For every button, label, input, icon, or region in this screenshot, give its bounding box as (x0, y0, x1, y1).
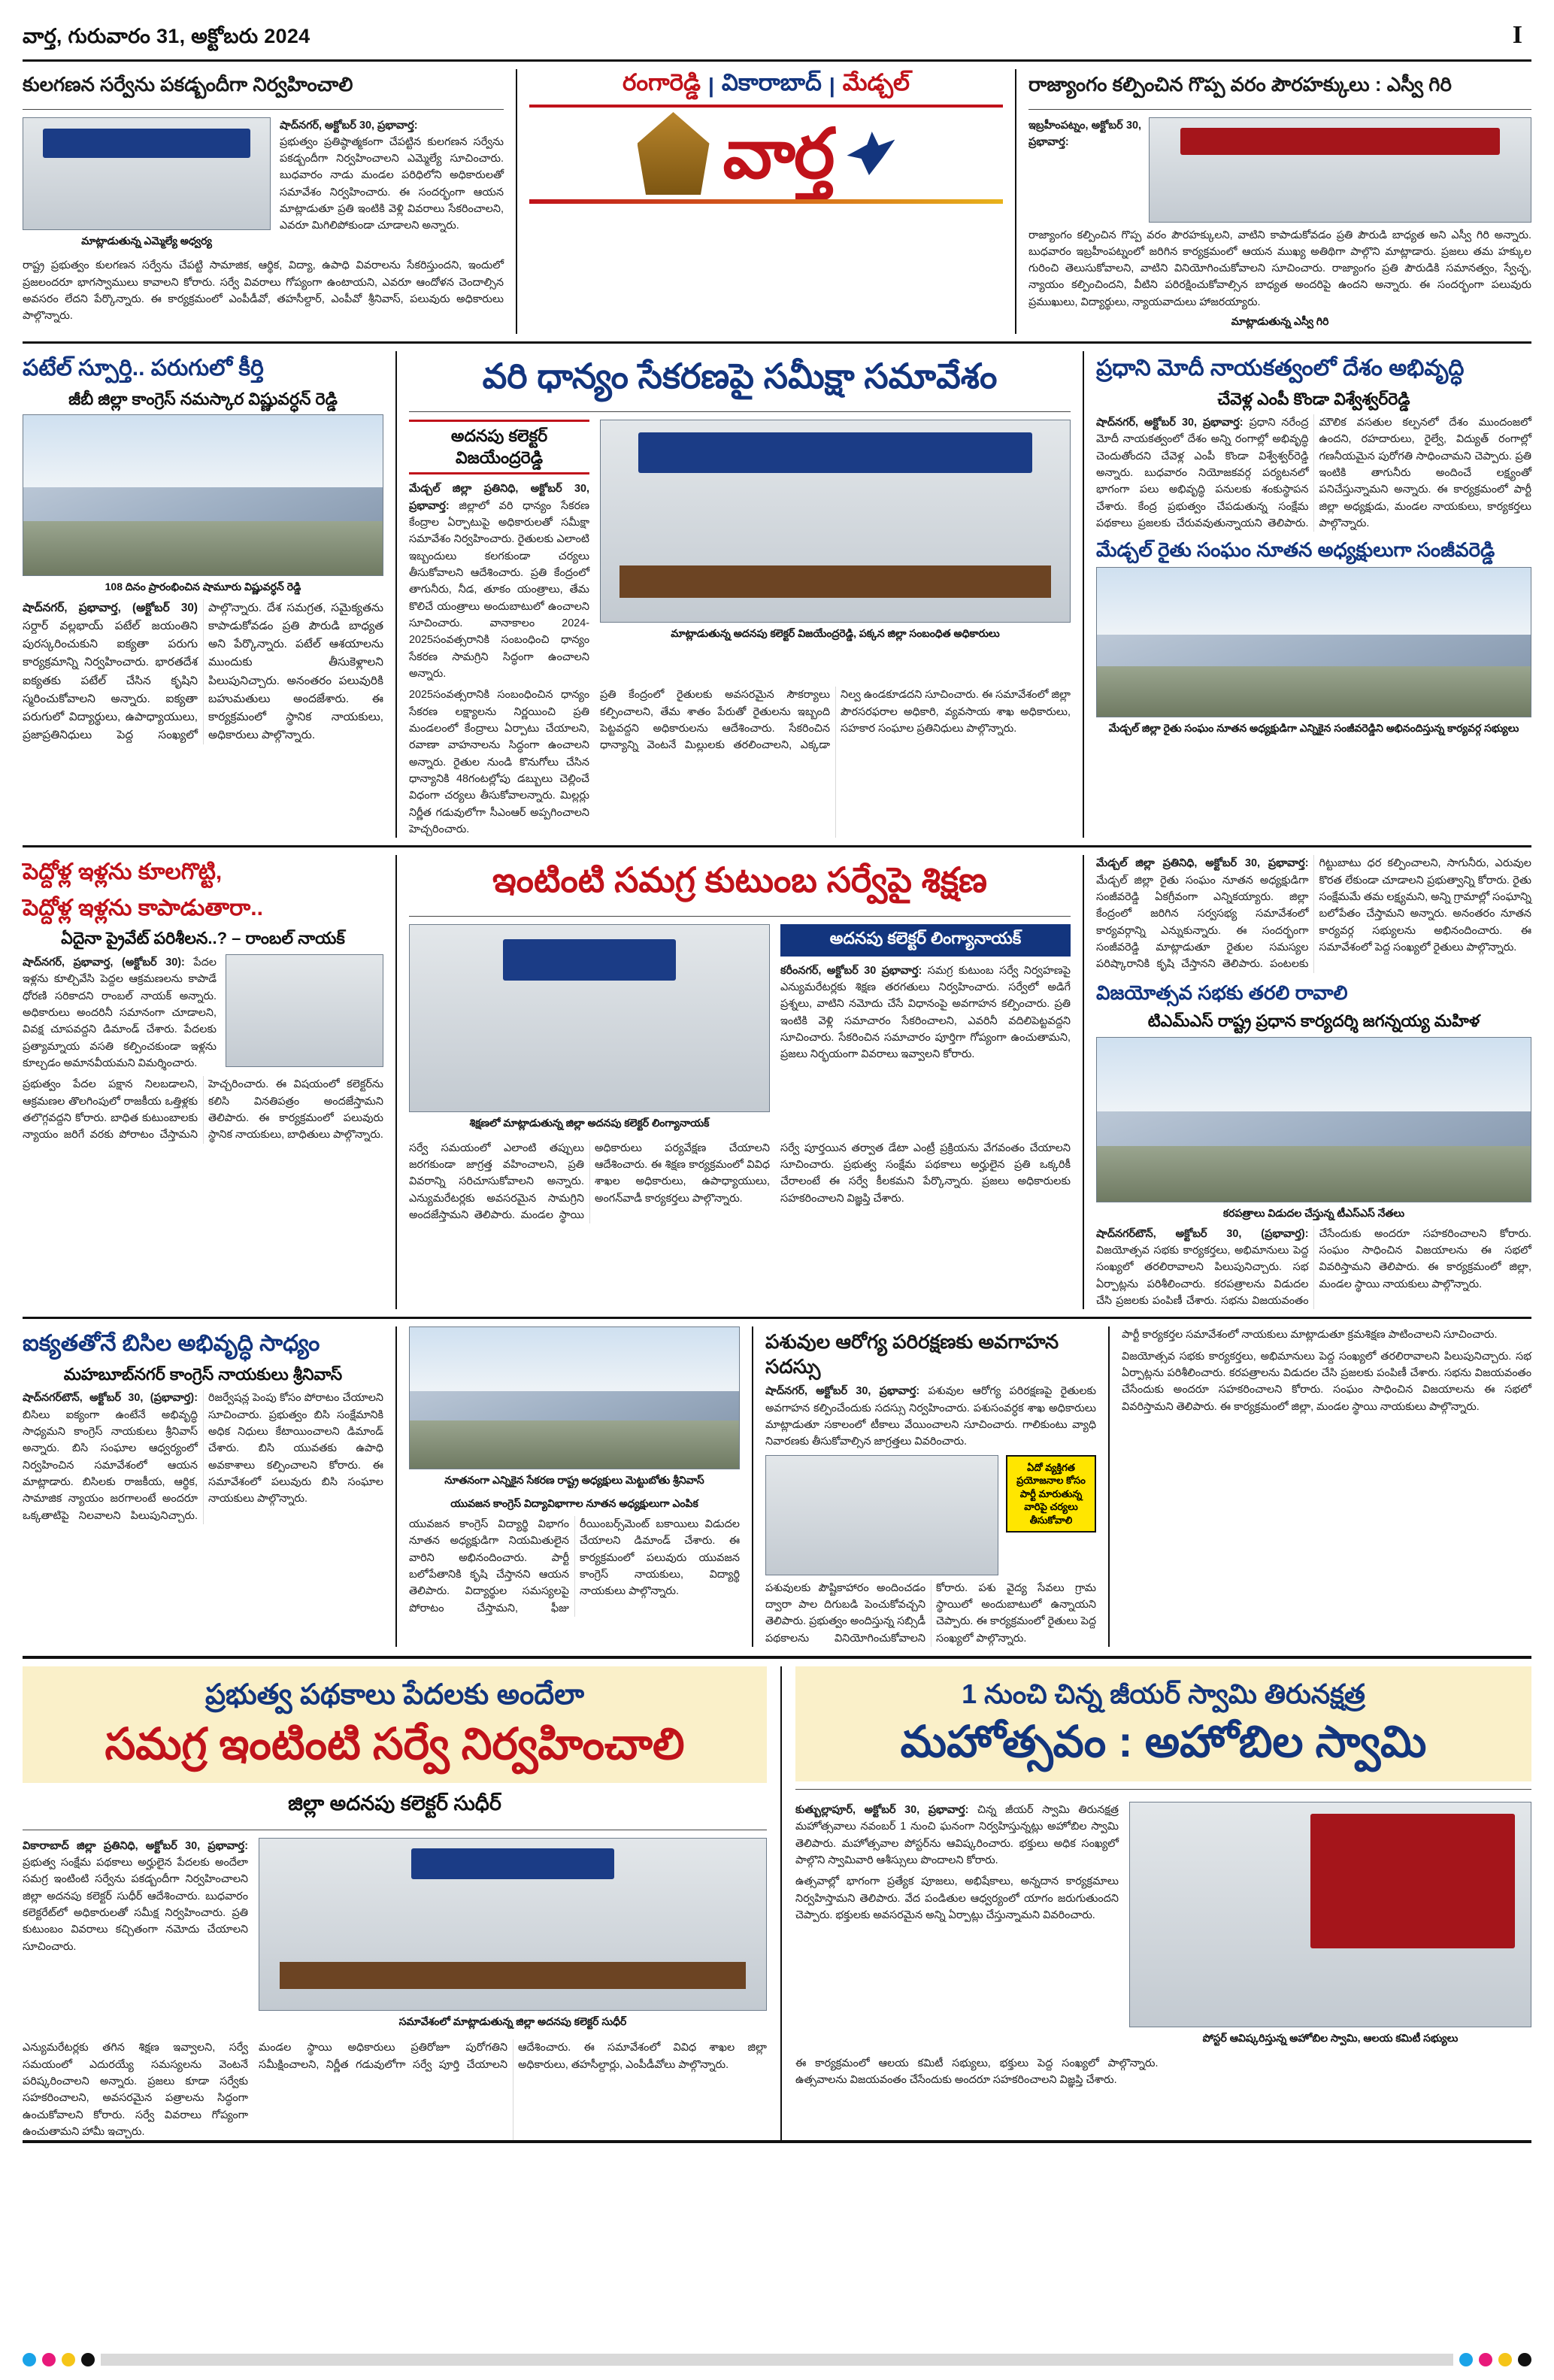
edition-name-3: మేడ్చల్ (842, 69, 910, 96)
reg-dot-yellow-right (1498, 2353, 1512, 2366)
vijayotsava-subheadline: టిఎమ్ఎస్ రాష్ట్ర ప్రధాన కార్యదర్శి జగన్నయ్య మహిళ (1147, 1011, 1480, 1031)
photo-felicitation (409, 1326, 740, 1469)
article-patel-run (23, 351, 383, 838)
youth-body: యువజన కాంగ్రెస్ విద్యార్థి విభాగం నూతన అధ్యక్షుడిగా నియమితులైన వారిని అభినందించారు. పార్టీ బలోపేతానికి కృషి చేస్తానని ఆయన తెలిపారు. విద్యార్థుల సమస్యలపై పోరాటం చేస్తామని, ఫీజు రీయింబర్స్‌మెంట్ బకాయిలు విడుదల చేయాలని డిమాండ్ చేశారు. ఈ కార్యక్రమంలో పలువురు యువజన కాంగ్రెస్ నాయకులు, విద్యార్థి నాయకులు పాల్గొన్నారు. (409, 1518, 740, 1614)
article-citizen-rights (1028, 69, 1531, 334)
photo-caption: శిక్షణలో మాట్లాడుతున్న జిల్లా అదనపు కలెక్టర్ లింగ్యానాయక్ (469, 1116, 710, 1129)
subheadline: మహబూబ్‌నగర్ కాంగ్రెస్ నాయకులు శ్రీనివాస్ (63, 1364, 343, 1384)
article-body-1: షాద్‌నగర్, అక్టోబర్ 30, ప్రభావార్త: పశువుల ఆరోగ్య పరిరక్షణపై రైతులకు అవగాహన కల్పించేందుకు సదస్సు నిర్వహించారు. పశుసంవర్ధక శాఖ అధికారులు మాట్లాడుతూ సకాలంలో టీకాలు వేయించాలని సూచించారు. గాలికుంటు వ్యాధి నివారణకు తీసుకోవాల్సిన జాగ్రత్తలు వివరించారు. (765, 1385, 1097, 1448)
subheadline: చేవెళ్ల ఎంపీ కొండా విశ్వేశ్వర్‌రెడ్డి (1217, 389, 1410, 408)
photo-caption: సమావేశంలో మాట్లాడుతున్న జిల్లా అదనపు కలెక్టర్ సుధీర్ (398, 2015, 627, 2027)
article-body-1: ప్రభుత్వం ప్రతిష్ఠాత్మకంగా చేపట్టిన కులగణన సర్వేను పకడ్బందీగా నిర్వహించాలని ఎమ్మెల్యే సూచించారు. బుధవారం నాడు మండల పరిధిలోని అధికారులతో సమావేశం నిర్వహించారు. ఈ సందర్భంగా ఆయన మాట్లాడుతూ ప్రతి ఇంటికి వెళ్లి వివరాలు సేకరించాలని, ఎవరూ మిగిలిపోకుండా చూడాలని అన్నారు. (280, 135, 504, 232)
registration-bar (101, 2354, 1453, 2366)
article-household-survey (23, 1666, 767, 2140)
headline: రాజ్యాంగం కల్పించిన గొప్ప వరం పౌరహక్కులు : ఎస్వీ గిరి (1028, 73, 1452, 96)
kicker: ప్రభుత్వ పథకాలు పేదలకు అందేలా (204, 1678, 585, 1711)
photo-speaker-portrait (226, 954, 383, 1067)
article-body-3: ఈ కార్యక్రమంలో ఆలయ కమిటీ సభ్యులు, భక్తులు పెద్ద సంఖ్యలో పాల్గొన్నారు. ఉత్సవాలను విజయవంతం చేసేందుకు అందరూ సహకరించాలని విజ్ఞప్తి చేశారు. (795, 2057, 1159, 2087)
temple-icon (638, 112, 710, 195)
article-col-3: ప్రతి కేంద్రంలో రైతులకు అవసరమైన సౌకర్యాలు కల్పించాలని, తేమ శాతం పేరుతో రైతులను ఇబ్బంది పెట్టవద్దని అధికారులను ఆదేశించారు. సేకరించిన ధాన్యాన్ని వెంటనే మిల్లులకు తరలించాలని, ఎక్కడా నిల్వ ఉండకూడదని సూచించారు. ఈ సమావేశంలో జిల్లా పౌరసరఫరాల అధికారి, వ్యవసాయ శాఖ అధికారులు, సహకార సంఘాల ప్రతినిధులు పాల్గొన్నారు. (600, 689, 1071, 752)
masthead-band (23, 69, 1531, 334)
subhead-box: అదనపు కలెక్టర్ లింగ్యానాయక్ (780, 924, 1071, 957)
photo-caption: మాట్లాడుతున్న ఎస్వీ గిరి (1231, 315, 1329, 328)
article-col-2: 2025సంవత్సరానికి సంబంధించిన ధాన్యం సేకరణ లక్ష్యాలను నిర్ణయించి ప్రతి మండలంలో కేంద్రాలు ఏర్పాటు చేయాలని, రవాణా వాహనాలను సిద్ధంగా ఉంచాలని అన్నారు. రైతుల నుండి కొనుగోలు చేసిన ధాన్యానికి 48గంటల్లోపు డబ్బులు చెల్లించే విధంగా చర్యలు తీసుకోవాలన్నారు. మిల్లర్లు నిర్ణీత గడువులోగా సీఎంఆర్ అప్పగించాలని హెచ్చరించారు. (409, 689, 589, 836)
bottom-right-headline-block (795, 1666, 1531, 1781)
bird-logo-icon (847, 132, 895, 175)
vijayotsava-extra-body: విజయోత్సవ సభకు కార్యకర్తలు, అభిమానులు పెద్ద సంఖ్యలో తరలిరావాలని పిలుపునిచ్చారు. సభ ఏర్పాట్లను పరిశీలించారు. కరపత్రాలను విడుదల చేసి ప్రజలకు పంపిణీ చేశారు. సభను విజయవంతం చేసేందుకు అందరూ సహకరించాలని కోరారు. సంఘం సాధించిన విజయాలను ఈ సభలో వివరిస్తామని తెలిపారు. ఈ కార్యక్రమంలో జిల్లా, మండల స్థాయి నాయకులు పాల్గొన్నారు. (1122, 1350, 1531, 1413)
article-body-1: షాద్‌నగర్, ప్రభావార్త, (అక్టోబర్ 30): పేదల ఇళ్లను కూల్చివేసి పెద్దల ఆక్రమణలను కాపాడే ధోరణి సరికాదని రాంబల్ నాయక్ అన్నారు. అధికారులు అందరినీ సమానంగా చూడాలని, వివక్ష చూపవద్దని డిమాండ్ చేశారు. పేదలకు ప్రత్యామ్నాయ వసతి కల్పించకుండా ఇళ్లను కూల్చడం అమానవీయమని విమర్శించారు. (23, 956, 217, 1069)
issue-date: వార్త, గురువారం 31, అక్టోబరు 2024 (23, 25, 310, 47)
article-body-1: వికారాబాద్ జిల్లా ప్రతినిధి, అక్టోబర్ 30, ప్రభావార్త: ప్రభుత్వ సంక్షేమ పథకాలు అర్హులైన పేదలకు అందేలా సమగ్ర ఇంటింటి సర్వేను పకడ్బందీగా నిర్వహించాలని జిల్లా అదనపు కలెక్టర్ సుధీర్ ఆదేశించారు. బుధవారం కలెక్టరేట్‌లో అధికారులతో సమీక్ష నిర్వహించారు. ప్రతి కుటుంబం వివరాలు కచ్చితంగా నమోదు చేయాలని సూచించారు. (23, 1839, 248, 1953)
photo-collector-review (259, 1838, 767, 2011)
photo-caption: కరపత్రాలు విడుదల చేస్తున్న టీఎస్ఎస్ నేతలు (1222, 1206, 1405, 1219)
article-body: షాద్‌నగర్, ప్రభావార్త, (అక్టోబర్ 30) సర్దార్ వల్లభాయ్ పటేల్ జయంతిని పురస్కరించుకుని ఐక్యతా పరుగు కార్యక్రమాన్ని నిర్వహించారు. భారతదేశ ఐక్యతకు పటేల్ చేసిన కృషిని స్మరించుకోవాలని అన్నారు. ఐక్యతా పరుగులో విద్యార్థులు, ఉపాధ్యాయులు, ప్రజాప్రతినిధులు పెద్ద సంఖ్యలో పాల్గొన్నారు. దేశ సమగ్రత, సమైక్యతను కాపాడుకోవడం ప్రతి పౌరుడి బాధ్యత అని పేర్కొన్నారు. పటేల్ ఆశయాలను ముందుకు తీసుకెళ్లాలని పిలుపునిచ్చారు. అనంతరం పలువురికి బహుమతులు అందజేశారు. ఈ కార్యక్రమంలో స్థానిక నాయకులు, అధికారులు పాల్గొన్నారు. (23, 602, 383, 742)
article-body-2: ప్రభుత్వం పేదల పక్షాన నిలబడాలని, ఆక్రమణల తొలగింపులో రాజకీయ ఒత్తిళ్లకు తలొగ్గవద్దని కోరారు. బాధిత కుటుంబాలకు న్యాయం జరిగే వరకు పోరాటం చేస్తామని హెచ్చరించారు. ఈ విషయంలో కలెక్టర్‌ను కలిసి వినతిపత్రం అందజేస్తామని తెలిపారు. ఈ కార్యక్రమంలో పలువురు స్థానిక నాయకులు, బాధితులు పాల్గొన్నారు. (23, 1078, 383, 1141)
headline: వరి ధాన్యం సేకరణపై సమీక్షా సమావేశం (482, 356, 998, 396)
article-modi-development (1096, 351, 1531, 838)
article-body-2: రాష్ట్ర ప్రభుత్వం కులగణన సర్వేను చేపట్టి సామాజిక, ఆర్థిక, విద్యా, ఉపాధి వివరాలను సేకరిస్తుందని, ఇందులో ప్రజలందరూ భాగస్వాములు కావాలని కోరారు. సర్వే వివరాలు గోప్యంగా ఉంటాయని, ఎవరూ ఆందోళన చెందాల్సిన అవసరం లేదని పేర్కొన్నారు. ఈ కార్యక్రమంలో ఎంపీడీవో, తహసీల్దార్, ఎంపీవో శ్రీనివాస్, పలువురు అధికారులు పాల్గొన్నారు. (23, 259, 504, 323)
article-body-2: పశువులకు పౌష్టికాహారం అందించడం ద్వారా పాల దిగుబడి పెంచుకోవచ్చని తెలిపారు. ప్రభుత్వం అందిస్తున్న సబ్సిడీ పథకాలను వినియోగించుకోవాలని కోరారు. పశు వైద్య సేవలు గ్రామ స్థాయిలో అందుబాటులో ఉన్నాయని చెప్పారు. ఈ కార్యక్రమంలో రైతులు పెద్ద సంఖ్యలో పాల్గొన్నారు. (765, 1581, 1096, 1645)
photo-meeting-hall (23, 117, 271, 230)
photo-caption: మాట్లాడుతున్న ఎమ్మెల్యే అధ్వర్య (81, 234, 212, 247)
subheadline: ఏదైనా ప్రైవేట్ పరిశీలన..? – రాంబల్ నాయక్ (61, 929, 345, 948)
bjp-body: పార్టీ కార్యకర్తల సమావేశంలో నాయకులు మాట్లాడుతూ క్రమశిక్షణ పాటించాలని సూచించారు. (1122, 1329, 1498, 1342)
photo-caption: 108 దినం ప్రారంభించిన షామూరు విష్ణువర్ధన్ రెడ్డి (105, 581, 301, 593)
headline: ప్రధాని మోదీ నాయకత్వంలో దేశం అభివృద్ధి (1096, 356, 1465, 381)
photo-pamphlet-release (1096, 1037, 1531, 1202)
article-poor-houses (23, 855, 383, 1309)
reg-dot-black (81, 2353, 95, 2366)
photo-farmers-union (1096, 567, 1531, 717)
photo-group-run (23, 414, 383, 576)
page-number: I (1512, 21, 1522, 49)
edition-strip (529, 69, 1003, 108)
photo-caption: మేడ్చల్ జిల్లా రైతు సంఘం నూతన అధ్యక్షుడిగా ఎన్నికైన సంజీవరెడ్డిని అభినందిస్తున్న కార్యవర్గ సభ్యులు (1108, 721, 1519, 734)
photo-review-meeting (600, 420, 1071, 623)
article-paddy-procurement (409, 351, 1071, 838)
reg-dot-magenta (42, 2353, 56, 2366)
reg-dot-yellow (62, 2353, 75, 2366)
article-body-2: సర్వే సమయంలో ఎలాంటి తప్పులు జరగకుండా జాగ్రత్త వహించాలని, ప్రతి వివరాన్ని సరిచూసుకోవాలని అన్నారు. ఎన్యుమరేటర్లకు అవసరమైన సామగ్రిని అందజేస్తామని తెలిపారు. మండల స్థాయి అధికారులు పర్యవేక్షణ చేయాలని ఆదేశించారు. ఈ శిక్షణ కార్యక్రమంలో వివిధ శాఖల అధికారులు, ఉపాధ్యాయులు, అంగన్‌వాడీ కార్యకర్తలు పాల్గొన్నారు. (409, 1141, 770, 1221)
article-body-2: ఉత్సవాల్లో భాగంగా ప్రత్యేక పూజలు, అభిషేకాలు, అన్నదాన కార్యక్రమాలు నిర్వహిస్తామని తెలిపారు. వేద పండితుల ఆధ్వర్యంలో యాగం జరుగుతుందని చెప్పారు. భక్తులకు అవసరమైన అన్ని ఏర్పాట్లు చేస్తున్నామని వివరించారు. (795, 1875, 1119, 1922)
headline: ఐక్యతతోనే బిసిల అభివృద్ధి సాధ్యం (23, 1331, 320, 1357)
article-kulaganana-survey (23, 69, 504, 334)
farmers-headline: మేడ్చల్ రైతు సంఘం నూతన అధ్యక్షులుగా సంజీవరెడ్డి (1096, 538, 1495, 562)
article-body: షాద్‌నగర్‌టౌన్, అక్టోబర్ 30, (ప్రభావార్త): బిసిలు ఐక్యంగా ఉంటేనే అభివృద్ధి సాధ్యమని కాంగ్రెస్ నాయకులు శ్రీనివాస్ అన్నారు. బిసి సంఘాల ఆధ్వర్యంలో నిర్వహించిన సమావేశంలో ఆయన మాట్లాడారు. బిసిలకు రాజకీయ, ఆర్థిక, సామాజిక న్యాయం జరగాలంటే అందరూ ఒక్కతాటిపై నిలవాలని పిలుపునిచ్చారు. రిజర్వేషన్ల పెంపు కోసం పోరాటం చేయాలని సూచించారు. ప్రభుత్వం బిసి సంక్షేమానికి అధిక నిధులు కేటాయించాలని డిమాండ్ చేశారు. బిసి యువతకు ఉపాధి అవకాశాలు కల్పించాలని కోరారు. ఈ సమావేశంలో పలువురు బిసి సంఘాల నాయకులు పాల్గొన్నారు. (23, 1392, 383, 1522)
reg-dot-black-right (1518, 2353, 1531, 2366)
masthead-rule (529, 199, 1003, 204)
headline-line-2: పెద్దోళ్ల ఇళ్లను కాపాడుతారా.. (23, 895, 263, 920)
third-band (23, 855, 1531, 1309)
article-body-3: సర్వే పూర్తయిన తర్వాత డేటా ఎంట్రీ ప్రక్రియను వేగవంతం చేయాలని సూచించారు. ప్రభుత్వ సంక్షేమ పథకాలు అర్హులైన ప్రతి ఒక్కరికీ చేరాలంటే ఈ సర్వే కీలకమని పేర్కొన్నారు. ప్రజలు అధికారులకు సహకరించాలని విజ్ఞప్తి చేశారు. (780, 1141, 1071, 1205)
subhead-box: అదనపు కలెక్టర్ విజయేంద్రరెడ్డి (409, 420, 589, 474)
headline: ఇంటింటి సమగ్ర కుటుంబ సర్వేపై శిక్షణ (492, 860, 988, 900)
photo-dais-speaker (1149, 117, 1531, 223)
article-family-survey-training (409, 855, 1071, 1309)
youth-caption: యువజన కాంగ్రెస్ విద్యావిభాగాల నూతన అధ్యక్షులుగా ఎంపిక (450, 1497, 698, 1510)
vijayotsava-headline: విజయోత్సవ సభకు తరలి రావాలి (1096, 981, 1348, 1004)
article-body-1: కుత్బుల్లాపూర్, అక్టోబర్ 30, ప్రభావార్త: చిన్న జీయర్ స్వామి తిరునక్షత్ర మహోత్సవాలు నవంబర్ 1 నుంచి ఘనంగా నిర్వహిస్తున్నట్లు అహోబిల స్వామి తెలిపారు. మహోత్సవాల పోస్టర్‌ను ఆవిష్కరించారు. భక్తులు అధిక సంఖ్యలో పాల్గొని స్వామివారి ఆశీస్సులు పొందాలని కోరారు. (795, 1804, 1119, 1867)
photo-caption: పోస్టర్ ఆవిష్కరిస్తున్న అహోబిల స్వామి, ఆలయ కమిటీ సభ్యులు (1202, 2032, 1459, 2045)
headline: పెద్దోళ్ల ఇళ్లను కూలగొట్టి, (23, 860, 223, 885)
edition-separator-2: | (828, 73, 835, 97)
kicker: 1 నుంచి చిన్న జీయర్ స్వామి తిరునక్షత్ర (962, 1678, 1365, 1709)
article-body-3: మండల స్థాయి అధికారులు ప్రతిరోజూ పురోగతిని సమీక్షించాలని, నిర్ణీత గడువులోగా సర్వే పూర్తి చేయాలని ఆదేశించారు. ఈ సమావేశంలో వివిధ శాఖల జిల్లా అధికారులు, తహసీల్దార్లు, ఎంపీడీవోలు పాల్గొన్నారు. (259, 2042, 767, 2071)
article-cattle-health (765, 1326, 1096, 1647)
vijayotsava-body: షాద్‌నగర్‌టౌన్, అక్టోబర్ 30, (ప్రభావార్త): విజయోత్సవ సభకు కార్యకర్తలు, అభిమానులు పెద్ద సంఖ్యలో తరలిరావాలని పిలుపునిచ్చారు. సభ ఏర్పాట్లను పరిశీలించారు. కరపత్రాలను విడుదల చేసి ప్రజలకు పంపిణీ చేశారు. సభను విజయవంతం చేసేందుకు అందరూ సహకరించాలని కోరారు. సంఘం సాధించిన విజయాలను ఈ సభలో వివరిస్తామని తెలిపారు. ఈ కార్యక్రమంలో జిల్లా, మండల స్థాయి నాయకులు పాల్గొన్నారు. (1096, 1227, 1531, 1307)
reg-dot-cyan (23, 2353, 36, 2366)
bottom-band (23, 1656, 1531, 2143)
photo-training-hall (409, 924, 770, 1112)
subheadline: జిల్లా అదనపు కలెక్టర్ సుధీర్ (288, 1792, 501, 1815)
headline: సమగ్ర ఇంటింటి సర్వే నిర్వహించాలి (105, 1719, 685, 1769)
article-farmers-union-body (1096, 855, 1531, 1309)
masthead (529, 69, 1003, 334)
article-dateline: షాద్‌నగర్, అక్టోబర్ 30, ప్రభావార్త: (280, 119, 418, 132)
subheadline: జీబీ జిల్లా కాంగ్రెస్ నమస్కార విష్ణువర్ధన్ రెడ్డి (68, 389, 338, 408)
article-body-1: కరీంనగర్, అక్టోబర్ 30 ప్రభావార్త: సమగ్ర కుటుంబ సర్వే నిర్వహణపై ఎన్యుమరేటర్లకు శిక్షణ తరగతులు నిర్వహించారు. సర్వేలో అడిగే ప్రశ్నలు, వాటిని నమోదు చేసే విధానంపై అవగాహన కల్పించారు. ప్రతి ఇంటికి వెళ్లి సమాచారం సేకరించాలని, ఎవరినీ వదిలిపెట్టవద్దని సూచించారు. సేకరించిన సమాచారం పూర్తిగా గోప్యంగా ఉంచుతామని, ప్రజలు నిర్భయంగా వివరాలు ఇవ్వాలని కోరారు. (780, 964, 1071, 1061)
bottom-left-headline-block (23, 1666, 767, 1784)
article-body: రాజ్యాంగం కల్పించిన గొప్ప వరం పౌరహక్కులని, వాటిని కాపాడుకోవడం ప్రతి పౌరుడి బాధ్యత అని ఎస్వీ గిరి అన్నారు. బుధవారం ఇబ్రహీంపట్నంలో జరిగిన కార్యక్రమంలో ఆయన ముఖ్య అతిథిగా పాల్గొని మాట్లాడారు. ప్రజలు తమ హక్కుల గురించి తెలుసుకోవాలని, వాటిని వినియోగించుకోవాలని సూచించారు. రాజ్యాంగం ప్రతి పౌరుడికి సమానత్వం, స్వేచ్ఛ, న్యాయం కల్పించిందని, వీటిని పరిరక్షించుకోవాల్సిన బాధ్యత అందరిపై ఉందని అన్నారు. ఈ సందర్భంగా పలువురు ప్రముఖులు, విద్యార్థులు, న్యాయవాదులు హాజరయ్యారు. (1028, 229, 1531, 308)
headline: పటేల్ స్పూర్తి.. పరుగులో కీర్తి (23, 356, 264, 381)
photo-poster-release (1129, 1802, 1531, 2027)
edition-name-2: వికారాబాద్ (721, 69, 822, 96)
photo-caption: మాట్లాడుతున్న అదనపు కలెక్టర్ విజయేంద్రరెడ్డి, పక్కన జిల్లా సంబంధిత అధికారులు (671, 627, 1000, 640)
headline: కులగణన సర్వేను పకడ్బందీగా నిర్వహించాలి (23, 73, 353, 96)
brand-wordmark: వార్త (722, 116, 834, 193)
article-body-2: ఎన్యుమరేటర్లకు తగిన శిక్షణ ఇవ్వాలని, సర్వే సమయంలో ఎదురయ్యే సమస్యలను వెంటనే పరిష్కరించాలని అన్నారు. ప్రజలు కూడా సర్వేకు సహకరించాలని, అవసరమైన పత్రాలను సిద్ధంగా ఉంచుకోవాలని కోరారు. సర్వే వివరాలు గోప్యంగా ఉంచుతామని హామీ ఇచ్చారు. (23, 2042, 248, 2139)
article-body: మేడ్చల్ జిల్లా ప్రతినిధి, అక్టోబర్ 30, ప్రభావార్త: మేడ్చల్ జిల్లా రైతు సంఘం నూతన అధ్యక్షుడిగా సంజీవరెడ్డి ఏకగ్రీవంగా ఎన్నికయ్యారు. జిల్లా కేంద్రంలో జరిగిన సర్వసభ్య సమావేశంలో కార్యవర్గాన్ని ఎన్నుకున్నారు. ఈ సందర్భంగా సంజీవరెడ్డి మాట్లాడుతూ రైతుల సమస్యల పరిష్కారానికి కృషి చేస్తానని తెలిపారు. పంటలకు గిట్టుబాటు ధర కల్పించాలని, సాగునీరు, ఎరువుల కొరత లేకుండా చూడాలని ప్రభుత్వాన్ని కోరారు. రైతు సంక్షేమమే తమ లక్ష్యమని, అన్ని గ్రామాల్లో సంఘాన్ని బలోపేతం చేస్తామని అన్నారు. అనంతరం నూతన కార్యవర్గ సభ్యులను అభినందించారు. ఈ సమావేశంలో పెద్ద సంఖ్యలో రైతులు పాల్గొన్నారు. (1096, 857, 1531, 971)
registration-marks (23, 2353, 1531, 2366)
headline: పశువుల ఆరోగ్య పరిరక్షణకు అవగాహన సదస్సు (765, 1330, 1059, 1378)
callout-note: ఏదో వ్యక్తిగత ప్రయోజనాల కోసం పార్టీ మారుతున్న వారిపై చర్యలు తీసుకోవాలి (1006, 1455, 1096, 1533)
article-body: షాద్‌నగర్, అక్టోబర్ 30, ప్రభావార్త: ప్రధాని నరేంద్ర మోదీ నాయకత్వంలో దేశం అన్ని రంగాల్లో అభివృద్ధి చెందుతోందని చేవెళ్ల ఎంపీ కొండా విశ్వేశ్వర్‌రెడ్డి అన్నారు. బుధవారం నియోజకవర్గ పర్యటనలో భాగంగా పలు అభివృద్ధి పనులకు శంకుస్థాపన చేశారు. కేంద్ర ప్రభుత్వం చేపడుతున్న సంక్షేమ పథకాలు ప్రజలకు చేరువవుతున్నాయని తెలిపారు. మౌలిక వసతుల కల్పనలో దేశం ముందంజలో ఉందని, రహదారులు, రైల్వే, విద్యుత్ రంగాల్లో గణనీయమైన పురోగతి సాధించామని చెప్పారు. ప్రతి ఇంటికి తాగునీరు అందించే లక్ష్యంతో పనిచేస్తున్నామని అన్నారు. ఈ కార్యక్రమంలో పార్టీ జిల్లా అధ్యక్షుడు, మండల నాయకులు, కార్యకర్తలు పాల్గొన్నారు. (1096, 417, 1531, 530)
reg-dot-magenta-right (1479, 2353, 1492, 2366)
photo-saffron-meeting (765, 1455, 998, 1575)
fourth-band (23, 1326, 1531, 1647)
article-bc-development (23, 1326, 383, 1647)
reg-dot-cyan-right (1459, 2353, 1473, 2366)
article-vijayotsava-extra (1122, 1326, 1531, 1647)
second-band (23, 351, 1531, 838)
edition-separator: | (707, 73, 714, 97)
article-dateline: ఇబ్రహీంపట్నం, అక్టోబర్ 30, ప్రభావార్త: (1028, 119, 1141, 148)
article-youth-congress (409, 1326, 740, 1647)
page-header (23, 21, 1531, 62)
headline: మహోత్సవం : అహోబిల స్వామి (900, 1718, 1427, 1767)
article-jeeyar-swamy (795, 1666, 1531, 2140)
edition-name-1: రంగారెడ్డి (622, 69, 701, 96)
article-col-1: మేడ్చల్ జిల్లా ప్రతినిధి, అక్టోబర్ 30, ప్రభావార్త: జిల్లాలో వరి ధాన్యం సేకరణ కేంద్రాల ఏర్పాటుపై అధికారులతో సమీక్షా సమావేశం నిర్వహించారు. రైతులకు ఎలాంటి ఇబ్బందులు కలగకుండా చర్యలు తీసుకోవాలని ఆదేశించారు. ప్రతి కేంద్రంలో తాగునీరు, నీడ, తూకం యంత్రాలు, తేమ కొలిచే యంత్రాలు అందుబాటులో ఉంచాలని సూచించారు. వానాకాలం 2024-2025సంవత్సరానికి సంబంధించి ధాన్యం సేకరణ సామగ్రిని సిద్ధంగా ఉంచాలని అన్నారు. (409, 483, 590, 681)
photo-caption: నూతనంగా ఎన్నికైన సేకరణ రాష్ట్ర అధ్యక్షులు మెట్టుబోతు శ్రీనివాస్ (444, 1474, 704, 1487)
